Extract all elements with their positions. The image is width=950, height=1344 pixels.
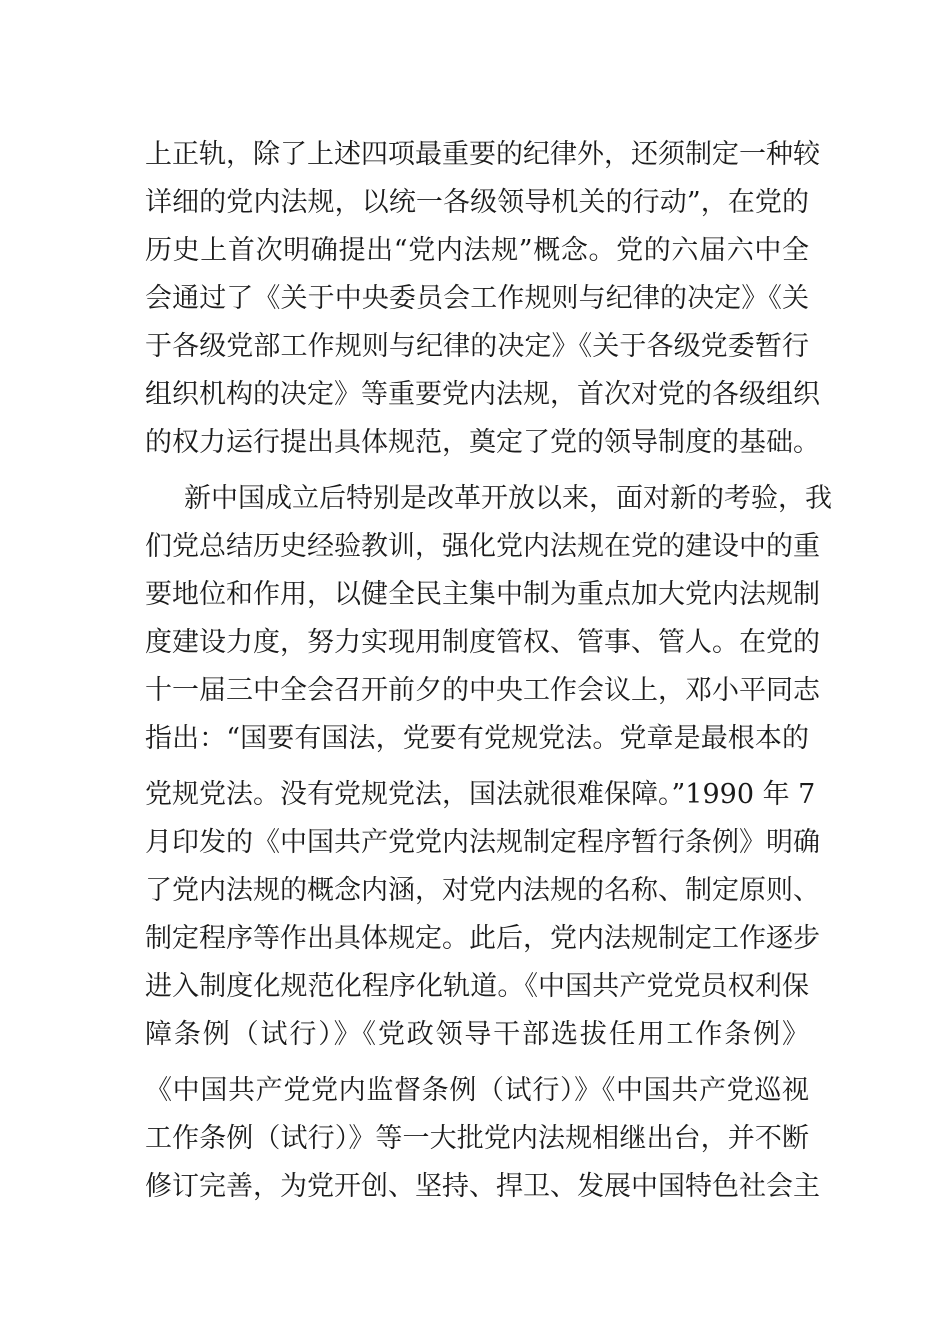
text-line: 《中国共产党党内监督条例（试行）》《中国共产党巡视 [145,1075,809,1106]
text-line: 要地位和作用，以健全民主集中制为重点加大党内法规制 [145,579,820,610]
text-line: 月印发的《中国共产党党内法规制定程序暂行条例》明确 [145,827,820,858]
text-line: 历史上首次明确提出“党内法规”概念。党的六届六中全 [145,235,809,266]
text-line: 组织机构的决定》等重要党内法规，首次对党的各级组织 [145,379,820,410]
text-line: 的权力运行提出具体规范，奠定了党的领导制度的基础。 [145,427,820,458]
text-line: 会通过了《关于中央委员会工作规则与纪律的决定》《关 [145,283,809,314]
text-line: 制定程序等作出具体规定。此后，党内法规制定工作逐步 [145,923,820,954]
text-line: 障条例（试行）》《党政领导干部选拔任用工作条例》 [145,1019,809,1050]
text-line: 度建设力度，努力实现用制度管权、管事、管人。在党的 [145,627,820,658]
text-line: 指出：“国要有国法，党要有党规党法。党章是最根本的 [145,723,809,754]
text-line: 十一届三中全会召开前夕的中央工作会议上，邓小平同志 [145,675,820,706]
text-line: 们党总结历史经验教训，强化党内法规在党的建设中的重 [145,531,820,562]
text-line: 于各级党部工作规则与纪律的决定》《关于各级党委暂行 [145,331,809,362]
text-line: 详细的党内法规，以统一各级领导机关的行动”，在党的 [145,187,809,218]
text-line: 党规党法。没有党规党法，国法就很难保障。”1990 年 7 [145,779,816,810]
text-line: 上正轨，除了上述四项最重要的纪律外，还须制定一种较 [145,139,820,170]
text-line: 修订完善，为党开创、坚持、捍卫、发展中国特色社会主 [145,1171,820,1202]
text-line: 进入制度化规范化程序化轨道。《中国共产党党员权利保 [145,971,809,1002]
text-line: 工作条例（试行）》等一大批党内法规相继出台，并不断 [145,1123,809,1154]
text-line: 新中国成立后特别是改革开放以来，面对新的考验，我 [184,483,832,514]
text-line: 了党内法规的概念内涵，对党内法规的名称、制定原则、 [145,875,820,906]
